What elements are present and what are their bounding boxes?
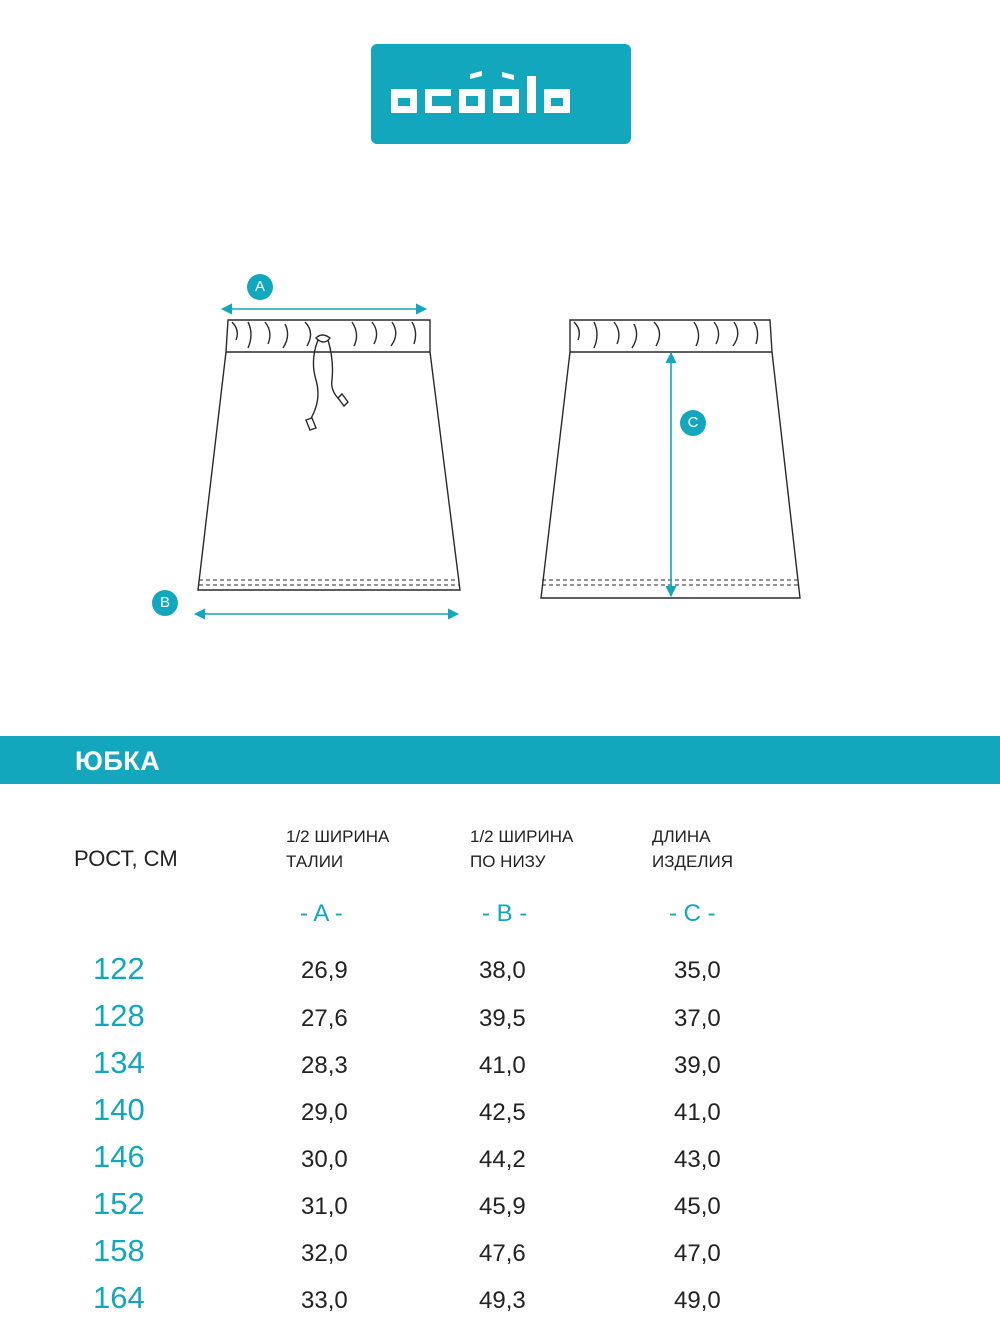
marker-a: A xyxy=(247,274,273,300)
column-c-header-line1: ДЛИНА xyxy=(652,827,711,846)
row-value-b: 47,6 xyxy=(479,1240,526,1267)
row-value-b: 41,0 xyxy=(479,1052,526,1079)
row-value-b: 39,5 xyxy=(479,1005,526,1032)
row-size: 158 xyxy=(93,1233,145,1268)
row-value-c: 41,0 xyxy=(674,1099,721,1126)
column-a-header xyxy=(286,824,389,874)
column-c-letter: - C - xyxy=(669,900,716,927)
row-value-c: 49,0 xyxy=(674,1287,721,1314)
skirt-front-view xyxy=(198,320,460,590)
column-b-header xyxy=(470,824,573,874)
column-c-header-line2: ИЗДЕЛИЯ xyxy=(652,852,733,871)
row-value-c: 47,0 xyxy=(674,1240,721,1267)
row-value-a: 28,3 xyxy=(301,1052,348,1079)
marker-b: B xyxy=(152,590,178,616)
row-size: 152 xyxy=(93,1186,145,1221)
brand-logo xyxy=(371,44,631,144)
row-value-b: 45,9 xyxy=(479,1193,526,1220)
row-value-a: 32,0 xyxy=(301,1240,348,1267)
row-size: 134 xyxy=(93,1045,145,1080)
row-value-a: 33,0 xyxy=(301,1287,348,1314)
row-value-a: 31,0 xyxy=(301,1193,348,1220)
row-value-b: 49,3 xyxy=(479,1287,526,1314)
row-value-a: 27,6 xyxy=(301,1005,348,1032)
marker-c: C xyxy=(680,410,706,436)
column-b-header-line1: 1/2 ШИРИНА xyxy=(470,827,574,846)
column-c-header xyxy=(652,824,733,874)
row-value-c: 39,0 xyxy=(674,1052,721,1079)
skirt-technical-drawing xyxy=(0,260,1000,660)
section-banner xyxy=(0,736,1000,784)
column-a-header-line2: ТАЛИИ xyxy=(286,852,344,871)
row-size: 128 xyxy=(93,998,145,1033)
row-value-b: 42,5 xyxy=(479,1099,526,1126)
row-value-a: 30,0 xyxy=(301,1146,348,1173)
row-size: 140 xyxy=(93,1092,145,1127)
row-size: 146 xyxy=(93,1139,145,1174)
row-value-c: 43,0 xyxy=(674,1146,721,1173)
section-title: ЮБКА xyxy=(75,746,161,776)
column-a-letter: - A - xyxy=(300,900,343,927)
row-value-c: 37,0 xyxy=(674,1005,721,1032)
row-value-b: 38,0 xyxy=(479,957,526,984)
acoola-wordmark xyxy=(371,44,631,144)
row-value-c: 45,0 xyxy=(674,1193,721,1220)
row-size: 164 xyxy=(93,1280,145,1315)
column-a-header-line1: 1/2 ШИРИНА xyxy=(286,827,390,846)
size-column-header: РОСТ, СМ xyxy=(74,846,178,871)
column-b-header-line2: ПО НИЗУ xyxy=(470,852,546,871)
row-value-a: 29,0 xyxy=(301,1099,348,1126)
row-value-b: 44,2 xyxy=(479,1146,526,1173)
row-value-a: 26,9 xyxy=(301,957,348,984)
row-size: 122 xyxy=(93,951,145,986)
column-b-letter: - B - xyxy=(482,900,528,927)
row-value-c: 35,0 xyxy=(674,957,721,984)
